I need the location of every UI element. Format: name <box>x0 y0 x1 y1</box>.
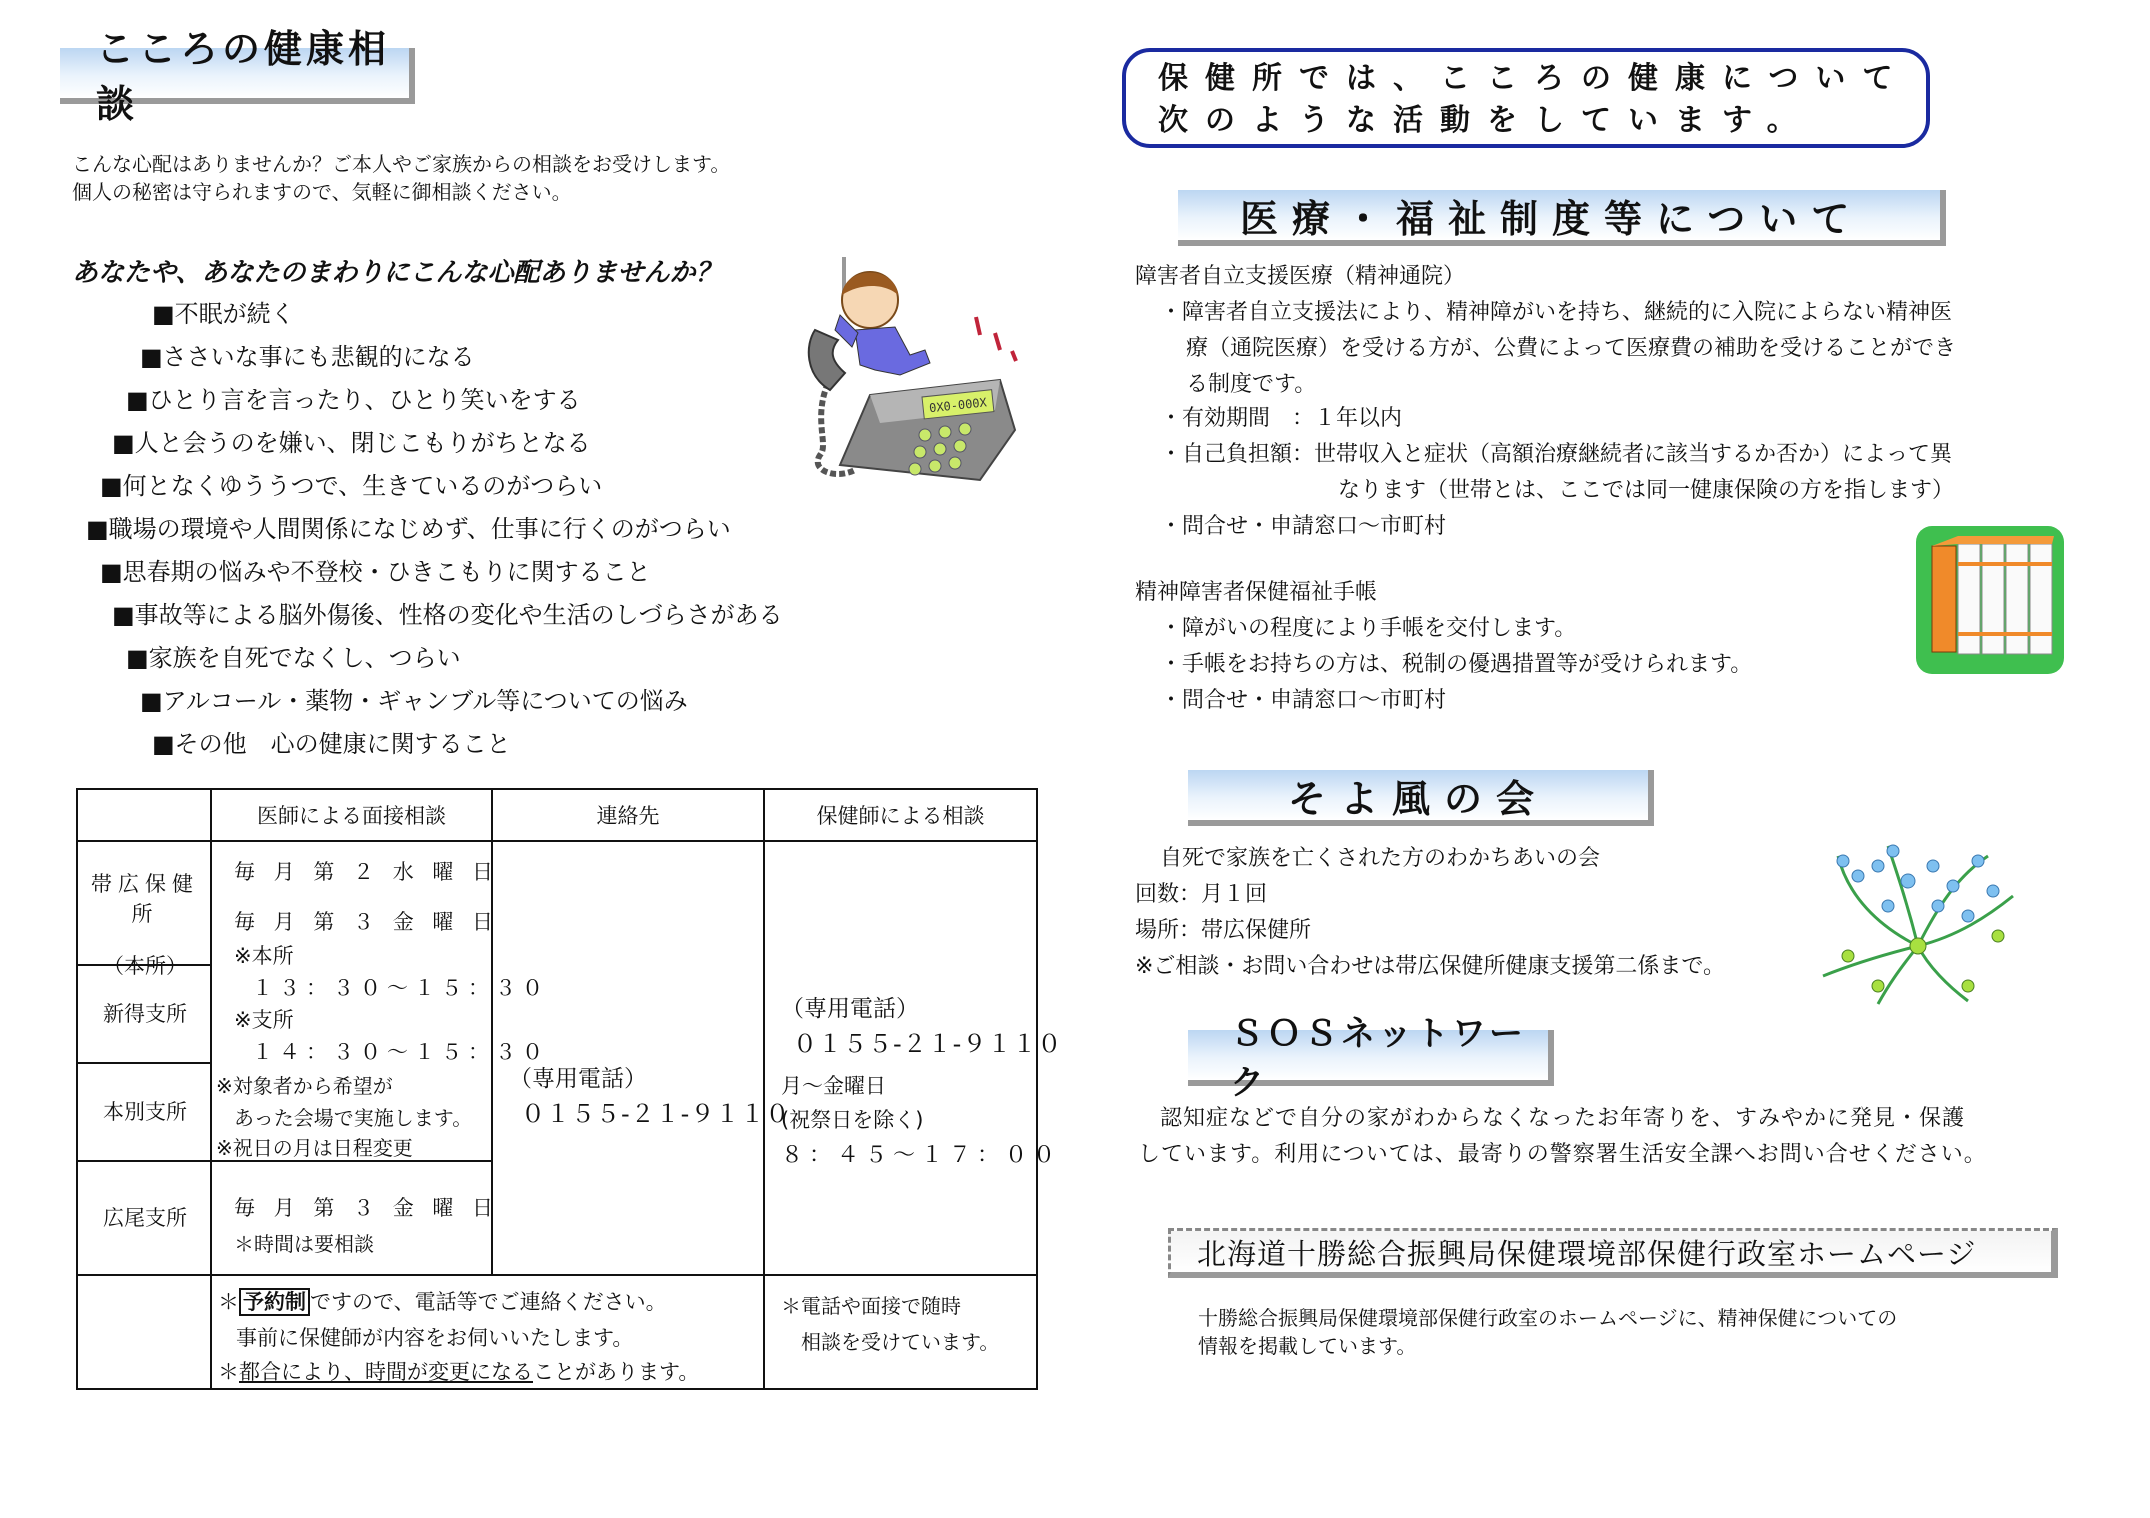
nurse-hours: ８：４５～１７：００ <box>781 1143 1062 1168</box>
table-header-contact: 連絡先 <box>492 789 764 841</box>
location-hiroo: 広尾支所 <box>103 1206 187 1230</box>
doctor-line: 毎 月 第 ２ 水 曜 日 <box>234 860 500 884</box>
doctor-line: １４：３０～１５：３０ <box>252 1040 549 1064</box>
concern-item: ■人と会うのを嫌い、閉じこもりがちとなる <box>112 429 591 457</box>
medical-item2-line: ・手帳をお持ちの方は、税制の優遇措置等が受けられます。 <box>1160 652 1753 677</box>
nurse-days: 月～金曜日 <box>781 1074 886 1098</box>
table-header-row <box>77 789 1037 841</box>
homepage-line: 情報を掲載しています。 <box>1198 1334 1417 1358</box>
sos-line: しています。利用については、最寄りの警察署生活安全課へお問い合せください。 <box>1138 1142 1987 1167</box>
location-column <box>77 841 211 1275</box>
medical-title: 医療・福祉制度等について <box>1240 196 1864 241</box>
table-header-nurse: 保健師による相談 <box>764 789 1037 841</box>
concern-item: ■不眠が続く <box>152 300 295 328</box>
medical-item2-title: 精神障害者保健福祉手帳 <box>1135 580 1378 605</box>
contact-phone: ０１５５-２１-９１１０ <box>521 1100 791 1128</box>
soyokaze-line: 自死で家族を亡くされた方のわかちあいの会 <box>1160 846 1601 871</box>
location-name: 帯広保健所 <box>91 872 199 926</box>
sos-line: 認知症などで自分の家がわからなくなったお年寄りを、すみやかに発見・保護 <box>1160 1106 1966 1131</box>
medical-item1-line: 療（通院医療）を受ける方が、公費によって医療費の補助を受けることができ <box>1186 336 1957 361</box>
header-line-1: 保健所では、こころの健康について <box>1158 61 1910 96</box>
footer-note-2: 事前に保健師が内容をお伺いいたします。 <box>236 1326 634 1350</box>
nurse-label: （専用電話） <box>781 996 919 1022</box>
doctor-line: あった会場で実施します。 <box>234 1106 473 1130</box>
intro-line-1: こんな心配はありませんか？ご本人やご家族からの相談をお受けします。 <box>72 152 731 176</box>
table-body-row <box>77 841 1037 1275</box>
medical-item1-line: ・自己負担額：世帯収入と症状（高額治療継続者に該当するか否か）によって異 <box>1160 442 1953 467</box>
concern-item: ■職場の環境や人間関係になじめず、仕事に行くのがつらい <box>86 515 731 543</box>
sos-title: ＳＯＳネットワーク <box>1230 1014 1526 1103</box>
concern-item: ■アルコール・薬物・ギャンブル等についての悩み <box>140 687 688 715</box>
footer-text: ことがあります。 <box>533 1360 700 1384</box>
doctor-line: 毎 月 第 ３ 金 曜 日 <box>234 910 500 934</box>
flower-illustration <box>1818 836 2028 1006</box>
phone-lcd: 0X0-000X <box>928 395 988 416</box>
concern-item: ■何となくゆううつで、生きているのがつらい <box>100 472 603 500</box>
medical-item1-title: 障害者自立支援医療（精神通院） <box>1135 264 1466 289</box>
soyokaze-line: ※ご相談・お問い合わせは帯広保健所健康支援第二係まで。 <box>1135 954 1725 979</box>
medical-item1-line: なります（世帯とは、ここでは同一健康保険の方を指します） <box>1338 478 1955 503</box>
footer-nurse-line: 相談を受けています。 <box>801 1330 1000 1354</box>
soyokaze-line: 場所：帯広保健所 <box>1135 918 1312 943</box>
footer-text: ですので、電話等でご連絡ください。 <box>310 1290 667 1314</box>
doctor-line: ※対象者から希望が <box>216 1074 393 1098</box>
footer-blank <box>77 1275 211 1389</box>
hiroo-line: 毎 月 第 ３ 金 曜 日 <box>234 1196 500 1220</box>
concern-item: ■家族を自死でなくし、つらい <box>126 644 461 672</box>
doctor-line: ※祝日の月は日程変更 <box>216 1136 413 1160</box>
title-banner-medical <box>1178 190 1946 246</box>
medical-item1-line: ・有効期間 ：１年以内 <box>1160 406 1403 431</box>
question-heading: あなたや、あなたのまわりにこんな心配ありませんか？ <box>72 258 722 288</box>
title-banner-soyokaze <box>1188 770 1654 826</box>
soyokaze-line: 回数：月１回 <box>1135 882 1268 907</box>
intro-line-2: 個人の秘密は守られますので、気軽に御相談ください。 <box>72 180 572 204</box>
location-shintoku: 新得支所 <box>78 966 212 1064</box>
nurse-column <box>764 841 1063 1275</box>
footer-note-3 <box>218 1356 699 1386</box>
medical-item1-line: ・障害者自立支援法により、精神障がいを持ち、継続的に入院によらない精神医 <box>1160 300 1953 325</box>
concern-item: ■ひとり言を言ったり、ひとり笑いをする <box>126 386 581 414</box>
title-banner-sos <box>1188 1014 1554 1103</box>
medical-item2-line: ・問合せ・申請窓口～市町村 <box>1160 688 1447 713</box>
page-title: こころの健康相談 <box>96 27 391 126</box>
footer-nurse-note <box>764 1275 1037 1389</box>
concern-item: ■思春期の悩みや不登校・ひきこもりに関すること <box>100 558 651 586</box>
location-sub: （本所） <box>103 954 187 978</box>
header-box <box>1122 48 1930 148</box>
medical-item2-line: ・障がいの程度により手帳を交付します。 <box>1160 616 1577 641</box>
doctor-line: ※本所 <box>234 944 294 968</box>
table-header-doctor: 医師による面接相談 <box>211 789 492 841</box>
concern-item: ■その他 心の健康に関すること <box>152 730 511 758</box>
footer-underlined: 都合により、時間が変更になる <box>239 1360 533 1384</box>
nurse-holiday: (祝祭日を除く) <box>781 1108 924 1132</box>
footer-notes <box>211 1275 764 1389</box>
footer-mark: ＊ <box>218 1290 239 1314</box>
contact-column <box>492 841 791 1275</box>
reservation-badge: 予約制 <box>239 1288 310 1316</box>
book-icon <box>1914 524 2066 676</box>
concern-item: ■ささいな事にも悲観的になる <box>140 343 475 371</box>
footer-note-1 <box>218 1286 667 1316</box>
hiroo-line: ＊時間は要相談 <box>234 1232 374 1256</box>
location-obihiro <box>78 842 212 978</box>
homepage-title: 北海道十勝総合振興局保健環境部保健行政室ホームページ <box>1197 1237 1977 1271</box>
medical-item1-line: る制度です。 <box>1186 372 1317 397</box>
doctor-column <box>211 841 549 1275</box>
footer-mark: ＊ <box>218 1360 239 1384</box>
contact-label: （専用電話） <box>509 1066 647 1092</box>
telephone-illustration <box>800 255 1030 495</box>
doctor-line: １３：３０～１５：３０ <box>252 976 549 1000</box>
nurse-phone: ０１５５-２１-９１１０ <box>793 1030 1063 1058</box>
footer-nurse-line: ＊電話や面接で随時 <box>781 1294 961 1318</box>
consultation-table <box>76 788 1063 1390</box>
concern-item: ■事故等による脳外傷後、性格の変化や生活のしづらさがある <box>112 601 783 629</box>
table-footer-row <box>77 1275 1037 1389</box>
homepage-banner <box>1168 1228 2058 1278</box>
table-header-blank <box>77 789 211 841</box>
doctor-line: ※支所 <box>234 1008 294 1032</box>
medical-item1-line: ・問合せ・申請窓口～市町村 <box>1160 514 1447 539</box>
title-banner-kokoro <box>60 27 415 126</box>
homepage-line: 十勝総合振興局保健環境部保健行政室のホームページに、精神保健についての <box>1198 1306 1898 1330</box>
header-line-2: 次のような活動をしています。 <box>1158 103 1814 138</box>
location-honbetsu: 本別支所 <box>78 1064 212 1162</box>
soyokaze-title: そよ風の会 <box>1288 776 1549 821</box>
